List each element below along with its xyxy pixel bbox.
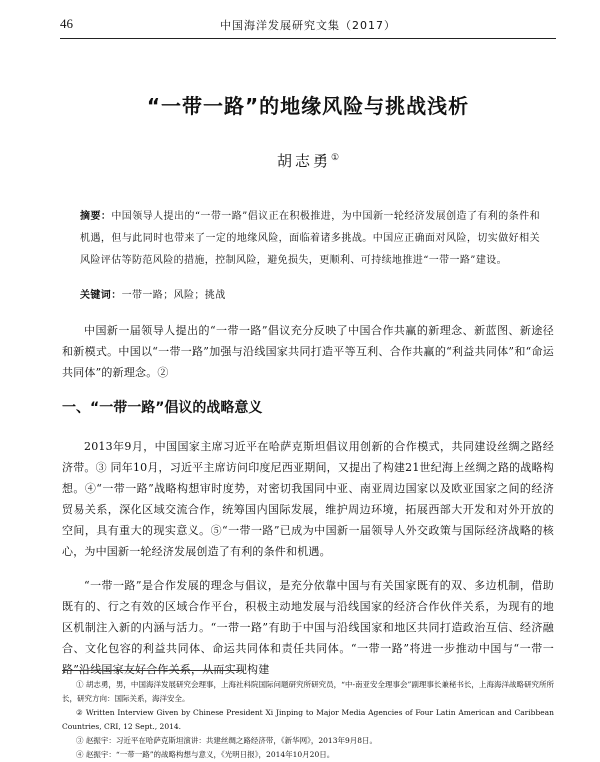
author-footnote-marker: ① <box>330 153 340 163</box>
section-heading: 一、“一带一路”倡议的战略意义 <box>62 400 263 416</box>
footnote: ① 胡志勇，男，中国海洋发展研究会理事，上海社科院国际问题研究所研究员，“中-南亚安全理事会”副理事长兼秘书长，上海海洋战略研究所所长，研究方向：国际关系，海洋安全。 <box>62 680 554 703</box>
article-title: “一带一路”的地缘风险与挑战浅析 <box>146 94 470 118</box>
abstract <box>80 206 540 272</box>
running-header <box>60 12 556 39</box>
body-paragraph: 中国新一届领导人提出的“一带一路”倡议充分反映了中国合作共赢的新理念、新蓝图、新途径和新模式。中国以“一带一路”加强与沿线国家共同打造平等互利、合作共赢的“利益共同体”和“命运共同体”的新理念。② <box>62 324 554 379</box>
footnote-divider <box>62 670 242 671</box>
author-name: 胡志勇 <box>276 152 331 170</box>
journal-title: 中国海洋发展研究文集（2017） <box>220 19 396 32</box>
author-line <box>60 150 556 171</box>
page-number: 46 <box>60 16 73 31</box>
body-paragraph: 2013年9月，中国国家主席习近平在哈萨克斯坦倡议用创新的合作模式，共同建设丝绸之路经济带。③ 同年10月，习近平主席访问印度尼西亚期间，又提出了构建21世纪海上丝绸之路的战略构想。④“一带一路”战略构想审时度势，对密切我国同中亚、南亚周边国家以及欧亚国家之间的经济贸易关系，深化区域交流合作，统筹国内国际发展，维护周边环境，拓展西部大开发和对外开放的空间，具有重大的现实意义。⑤“一带一路”已成为中国新一届领导人外交政策与国际经济战略的核心，为中国新一轮经济发展创造了有利的条件和机遇。 <box>62 440 554 558</box>
footnotes <box>62 678 554 762</box>
keywords <box>80 286 540 306</box>
keywords-text: 一带一路；风险；挑战 <box>121 290 226 301</box>
footnote: ③ 赵振宇：习近平在哈萨克斯坦演讲：共建丝绸之路经济带，《新华网》，2013年9月8日。 <box>76 736 378 745</box>
footnote: ④ 赵振宇：“一带一路”的战略构想与意义，《光明日报》，2014年10月20日。 <box>76 750 335 759</box>
abstract-label: 摘要： <box>80 211 112 222</box>
abstract-text: 中国领导人提出的“一带一路”倡议正在积极推进，为中国新一轮经济发展创造了有利的条件和机遇，但与此同时也带来了一定的地缘风险，面临着诸多挑战。中国应正确面对风险，切实做好相关风险评估等防范风险的措施，控制风险，避免损失，更顺利、可持续地推进“一带一路”建设。 <box>80 211 540 266</box>
body-paragraph: “一带一路”是合作发展的理念与倡议，是充分依靠中国与有关国家既有的双、多边机制，借助既有的、行之有效的区域合作平台，积极主动地发展与沿线国家的经济合作伙伴关系，为现有的地区机制注入新的内涵与活力。“一带一路”有助于中国与沿线国家和地区共同打造政治互信、经济融合、文化包容的利益共同体、命运共同体和责任共同体。“一带一路”将进一步推动中国与“一带一路”沿线国家友好合作关系，从而实现构建 <box>62 579 554 676</box>
keywords-label: 关键词： <box>80 290 122 301</box>
footnote: ② Written Interview Given by Chinese President Xi Jinping to Major Media Agencies of Four Latin American and Caribbean Countries, CRI, 12 Sept., 2014. <box>62 708 554 731</box>
